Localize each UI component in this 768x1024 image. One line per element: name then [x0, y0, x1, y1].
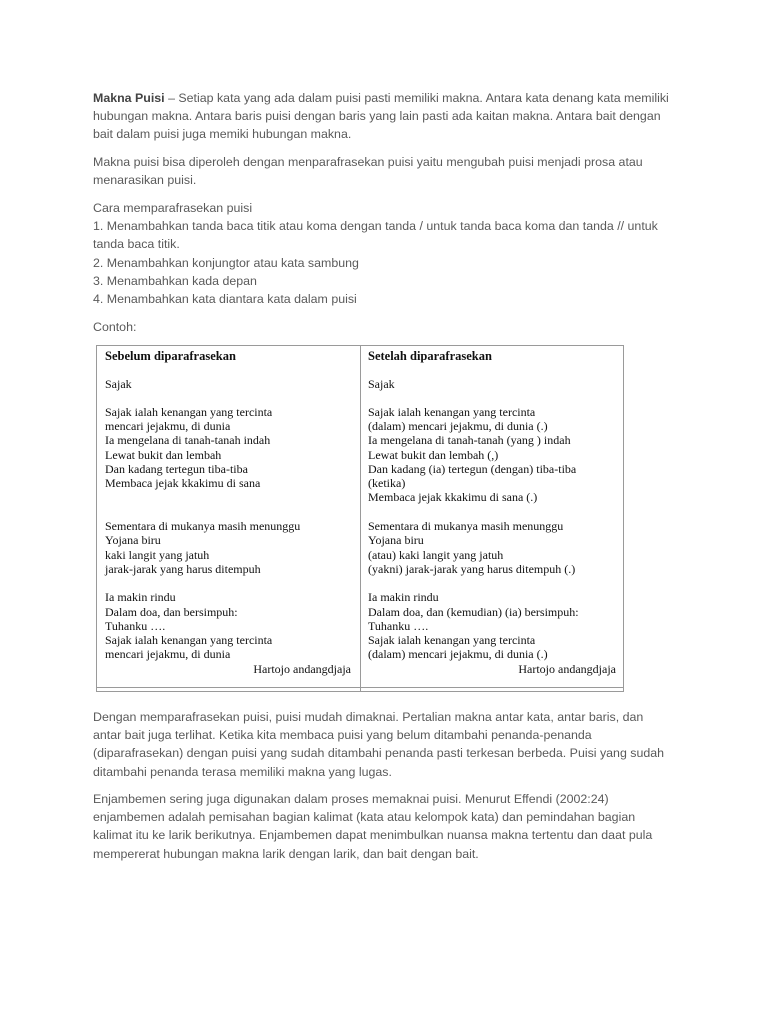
poem-line: Yojana biru — [105, 533, 161, 547]
poem-line: Sementara di mukanya masih menunggu — [105, 519, 301, 533]
poem-line: Lewat bukit dan lembah (,) — [368, 448, 499, 462]
poem-line: Sementara di mukanya masih menunggu — [368, 519, 564, 533]
intro-text: – Setiap kata yang ada dalam puisi pasti memiliki makna. Antara kata denang kata memiliki hubungan makna. Antara baris puisi dengan baris yang lain pasti ada kaitan makna. Antara bait dengan bait dalam puisi juga memiki hubungan makna. — [93, 91, 669, 142]
paragraph-4-text: Enjambemen sering juga digunakan dalam proses memaknai puisi. Menurut Effendi (2002:24) enjambemen adalah pemisahan bagian kalimat (kata atau kelompok kata) dan pemindahan bagian kalimat itu ke larik berikutnya. Enjambemen dapat menimbulkan nuansa makna tertentu dan daat pula mempererat hubungan makna larik dengan larik, dan bait dengan bait. — [93, 792, 653, 861]
poem-line: kaki langit yang jatuh — [105, 548, 210, 562]
step-item: 3. Menambahkan kada depan — [93, 273, 257, 288]
poem-line: (dalam) mencari jejakmu, di dunia (.) — [368, 647, 548, 661]
poem-line: Sajak ialah kenangan yang tercinta — [105, 633, 273, 647]
poem-line: Dan kadang tertegun tiba-tiba — [105, 462, 248, 476]
poem-line: Sajak — [105, 377, 132, 391]
poem-line: Yojana biru — [368, 533, 424, 547]
poem-line: Ia makin rindu — [105, 590, 176, 604]
poem-line: (yakni) jarak-jarak yang harus ditempuh (.) — [368, 562, 576, 576]
step-item: 1. Menambahkan tanda baca titik atau koma dengan tanda / untuk tanda baca koma dan tanda // untuk tanda baca titik. — [93, 219, 658, 252]
poem-line: Lewat bukit dan lembah — [105, 448, 222, 462]
paragraph-3-text: Dengan memparafrasekan puisi, puisi mudah dimaknai. Pertalian makna antar kata, antar baris, dan antar bait juga terlihat. Ketika kita membaca puisi yang belum ditambahi penanda-penanda (diparafrasekan) dengan puisi yang sudah ditambahi penanda pasti terkesan berbeda. Puisi yang sudah ditambahi penanda terasa memiliki makna yang lugas. — [93, 710, 665, 779]
poem-line: jarak-jarak yang harus ditempuh — [105, 562, 261, 576]
poem-line: Sajak ialah kenangan yang tercinta — [105, 405, 273, 419]
poem-line: Sajak ialah kenangan yang tercinta — [368, 633, 536, 647]
poem-line: Ia mengelana di tanah-tanah indah — [105, 433, 271, 447]
paragraph-4 — [93, 790, 673, 863]
comparison-table-image — [96, 345, 624, 692]
intro-paragraph — [93, 89, 673, 144]
poem-line: Tuhanku …. — [105, 619, 166, 633]
paragraph-2 — [93, 153, 673, 189]
column-after-header: Setelah diparafrasekan — [368, 349, 492, 363]
step-item: 2. Menambahkan konjungtor atau kata sambung — [93, 255, 359, 270]
paragraph-3 — [93, 708, 673, 781]
step-item: 4. Menambahkan kata diantara kata dalam puisi — [93, 292, 357, 307]
example-label — [93, 318, 673, 336]
poem-line: Membaca jejak kkakimu di sana (.) — [368, 490, 538, 504]
paragraph-2-text: Makna puisi bisa diperoleh dengan menparafrasekan puisi yaitu mengubah puisi menjadi prosa atau menarasikan puisi. — [93, 155, 643, 188]
poem-line: (dalam) mencari jejakmu, di dunia (.) — [368, 419, 548, 433]
poem-line: Ia makin rindu — [368, 590, 439, 604]
table-bottom-rule — [97, 687, 623, 688]
poem-author: Hartojo andangdjaja — [518, 662, 616, 676]
poem-line: Ia mengelana di tanah-tanah (yang ) indah — [368, 433, 571, 447]
example-label-text: Contoh: — [93, 320, 137, 334]
poem-line: (ketika) — [368, 476, 406, 490]
poem-line: (atau) kaki langit yang jatuh — [368, 548, 504, 562]
intro-title: Makna Puisi — [93, 91, 165, 105]
poem-line: mencari jejakmu, di dunia — [105, 419, 231, 433]
poem-author: Hartojo andangdjaja — [253, 662, 351, 676]
poem-line: Sajak ialah kenangan yang tercinta — [368, 405, 536, 419]
poem-line: Tuhanku …. — [368, 619, 429, 633]
poem-line: mencari jejakmu, di dunia — [105, 647, 231, 661]
steps-heading: Cara memparafrasekan puisi — [93, 201, 253, 215]
poem-line: Dan kadang (ia) tertegun (dengan) tiba-tiba — [368, 462, 577, 476]
poem-line: Membaca jejak kkakimu di sana — [105, 476, 261, 490]
poem-line: Dalam doa, dan (kemudian) (ia) bersimpuh: — [368, 605, 579, 619]
poem-line: Dalam doa, dan bersimpuh: — [105, 605, 238, 619]
steps-list — [93, 199, 673, 308]
column-before-header: Sebelum diparafrasekan — [105, 349, 236, 363]
column-divider — [360, 346, 361, 691]
poem-line: Sajak — [368, 377, 395, 391]
